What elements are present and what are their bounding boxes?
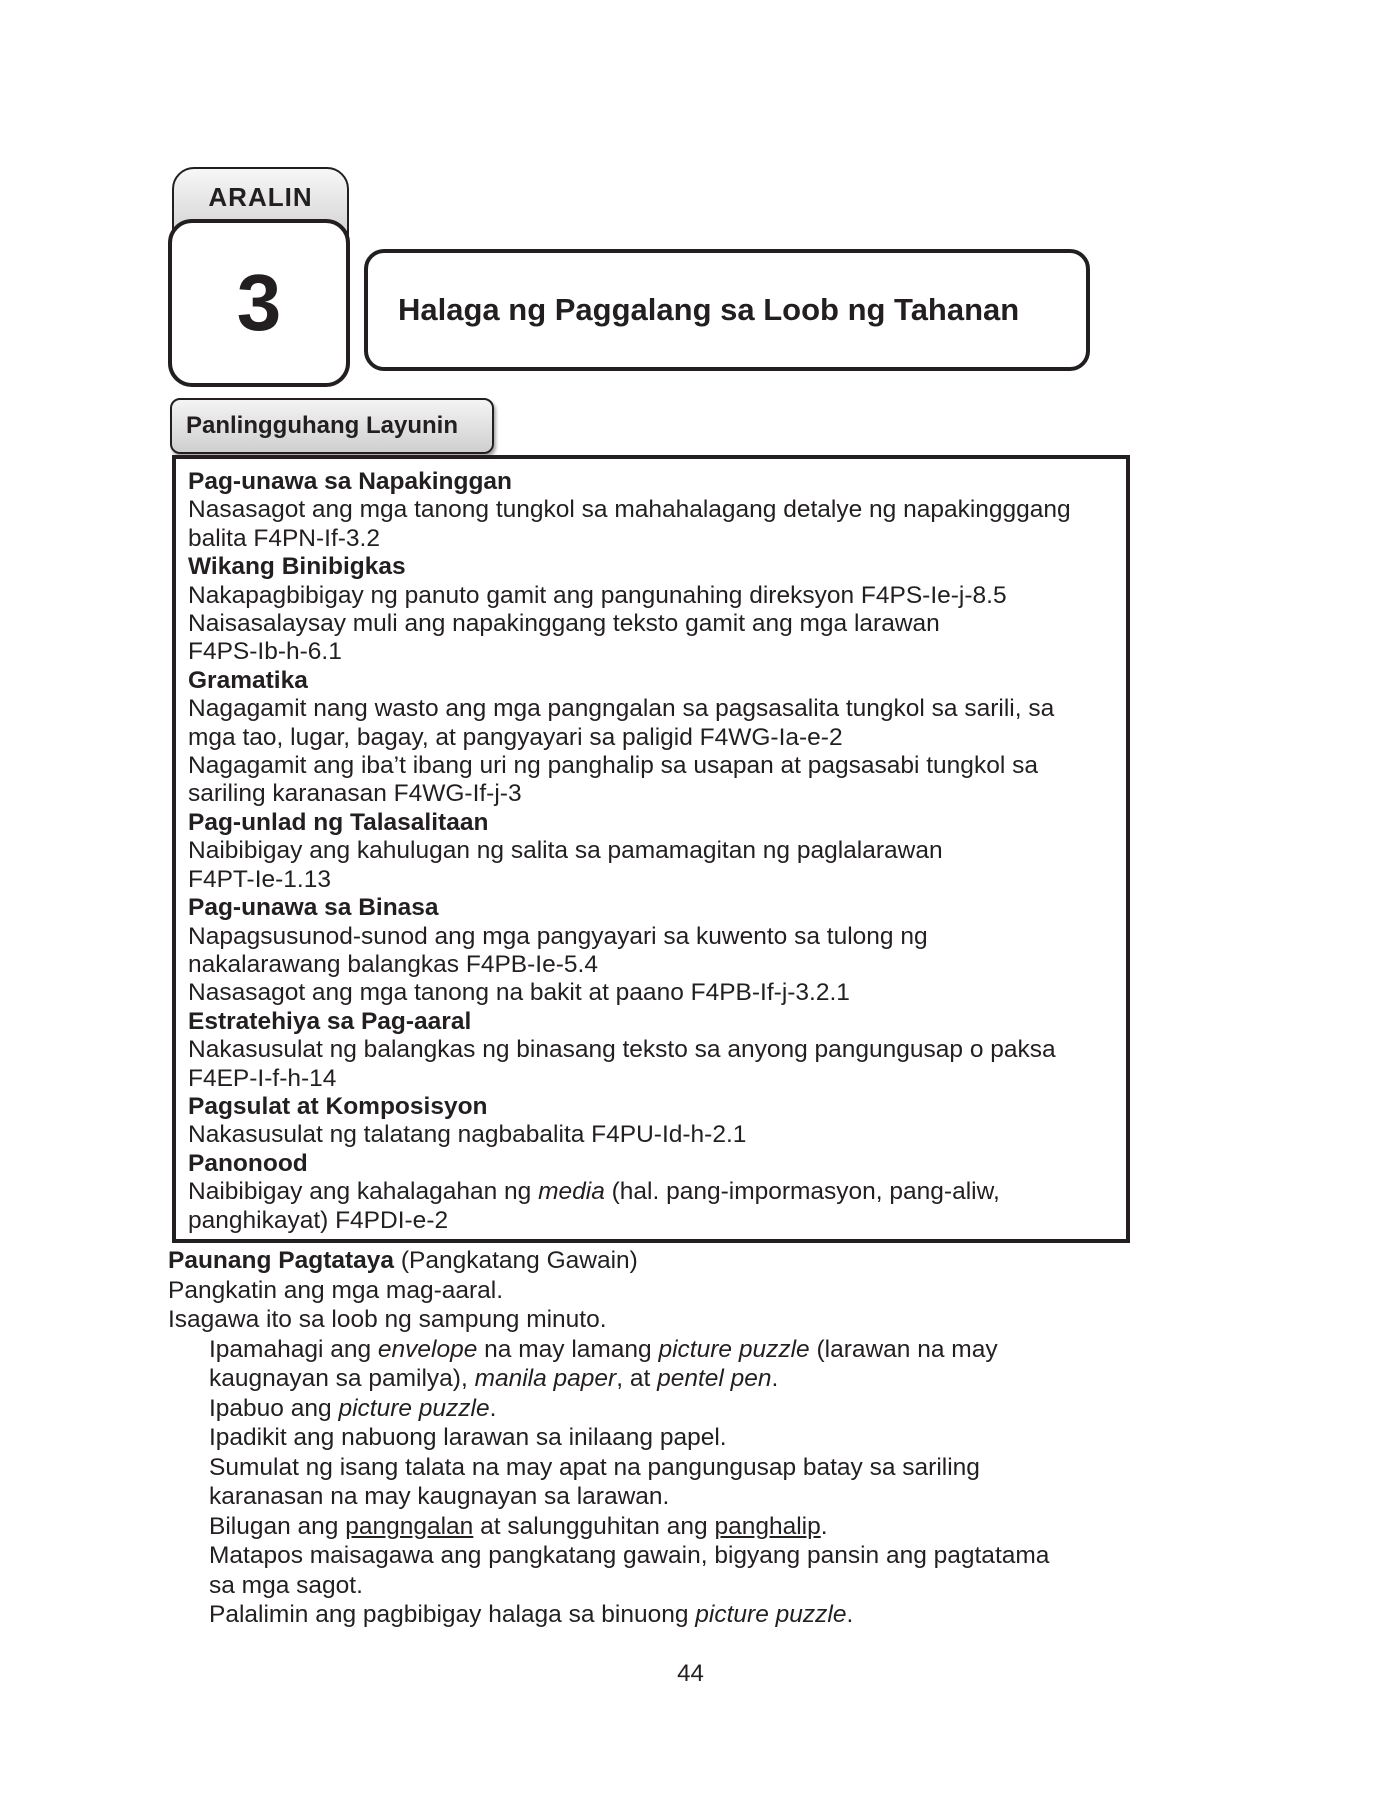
pretest-title-bold: Paunang Pagtataya — [168, 1247, 395, 1274]
objective-line: F4PT-Ie-1.13 — [188, 865, 331, 893]
objective-line: sariling karanasan F4WG-If-j-3 — [188, 780, 522, 808]
objectives-box — [172, 455, 1130, 1243]
objective-line: Naibibigay ang kahalagahan ng media (hal. pang-impormasyon, pang-aliw, — [188, 1178, 1000, 1206]
italic-term: picture puzzle — [658, 1335, 810, 1363]
step-line: Ipabuo ang picture puzzle. — [209, 1394, 497, 1422]
objective-line: mga tao, lugar, bagay, at pangyayari sa paligid F4WG-Ia-e-2 — [188, 723, 843, 751]
pretest-title — [168, 1246, 1168, 1276]
objective-line: Naisasalaysay muli ang napakinggang teksto gamit ang mga larawan — [188, 610, 940, 638]
underlined-term: panghalip — [714, 1512, 821, 1540]
section-heading: Gramatika — [188, 666, 308, 694]
pretest-title-rest: (Pangkatang Gawain) — [394, 1247, 638, 1274]
objective-line: panghikayat) F4PDI-e-2 — [188, 1206, 449, 1234]
lesson-tab-label: ARALIN — [208, 182, 313, 212]
lesson-title: Halaga ng Paggalang sa Loob ng Tahanan — [364, 249, 1090, 371]
section-heading: Wikang Binibigkas — [188, 553, 406, 581]
objective-line: F4EP-I-f-h-14 — [188, 1064, 337, 1092]
objective-line: F4PS-Ib-h-6.1 — [188, 638, 342, 666]
italic-term: picture puzzle — [338, 1394, 490, 1422]
pretest-intro-line: Isagawa ito sa loob ng sampung minuto. — [168, 1306, 607, 1333]
step-line: Palalimin ang pagbibigay halaga sa binuong picture puzzle. — [209, 1601, 854, 1628]
step-line: Bilugan ang pangngalan at salungguhitan ang panghalip. — [209, 1512, 828, 1540]
section-heading: Pagsulat at Komposisyon — [188, 1092, 488, 1120]
objective-line: Nakasusulat ng talatang nagbabalita F4PU-Id-h-2.1 — [188, 1121, 747, 1149]
objectives-tab: Panlingguhang Layunin — [170, 398, 494, 454]
pretest-intro-line: Pangkatin ang mga mag-aaral. — [168, 1276, 504, 1304]
section-heading: Pag-unawa sa Binasa — [188, 894, 439, 922]
section-heading: Estratehiya sa Pag-aaral — [188, 1007, 472, 1035]
objective-line: Nakapagbibigay ng panuto gamit ang pangunahing direksyon F4PS-Ie-j-8.5 — [188, 581, 1007, 609]
objective-line: Napagsusunod-sunod ang mga pangyayari sa kuwento sa tulong ng — [188, 922, 928, 950]
objective-line: Nagagamit nang wasto ang mga pangngalan sa pagsasalita tungkol sa sarili, sa — [188, 695, 1055, 723]
pretest-steps — [209, 1335, 1168, 1630]
step-line: karanasan na may kaugnayan sa larawan. — [209, 1483, 670, 1510]
italic-term: manila paper — [474, 1365, 617, 1392]
step-line: Ipamahagi ang envelope na may lamang picture puzzle (larawan na may — [209, 1335, 998, 1363]
step-line: Ipadikit ang nabuong larawan sa inilaang papel. — [209, 1424, 727, 1451]
underlined-term: pangngalan — [345, 1512, 474, 1540]
objective-line: balita F4PN-If-3.2 — [188, 524, 380, 552]
step-line: Sumulat ng isang talata na may apat na pangungusap batay sa sariling — [209, 1453, 980, 1481]
italic-term: picture puzzle — [695, 1601, 847, 1628]
step-line: kaugnayan sa pamilya), manila paper, at pentel pen. — [209, 1365, 779, 1392]
objective-line: Nagagamit ang iba’t ibang uri ng panghalip sa usapan at pagsasabi tungkol sa — [188, 752, 1038, 780]
objective-line: Nasasagot ang mga tanong na bakit at paano F4PB-If-j-3.2.1 — [188, 979, 850, 1007]
section-heading: Panonood — [188, 1149, 308, 1177]
italic-term: pentel pen — [657, 1365, 772, 1392]
lesson-number: 3 — [168, 219, 350, 387]
objective-line: Naibibigay ang kahulugan ng salita sa pamamagitan ng paglalarawan — [188, 837, 943, 865]
pretest-section — [168, 1246, 1168, 1630]
section-heading: Pag-unlad ng Talasalitaan — [188, 808, 489, 836]
objective-line: Nasasagot ang mga tanong tungkol sa mahahalagang detalye ng napakingggang — [188, 496, 1071, 524]
italic-term: envelope — [377, 1335, 478, 1363]
step-line: Matapos maisagawa ang pangkatang gawain, bigyang pansin ang pagtatama — [209, 1542, 1050, 1569]
section-heading: Pag-unawa sa Napakinggan — [188, 468, 513, 495]
italic-term: media — [538, 1178, 605, 1206]
objective-line: Nakasusulat ng balangkas ng binasang teksto sa anyong pangungusap o paksa — [188, 1036, 1056, 1064]
objective-line: nakalarawang balangkas F4PB-Ie-5.4 — [188, 950, 598, 978]
step-line: sa mga sagot. — [209, 1571, 363, 1599]
page-number: 44 — [677, 1660, 704, 1687]
